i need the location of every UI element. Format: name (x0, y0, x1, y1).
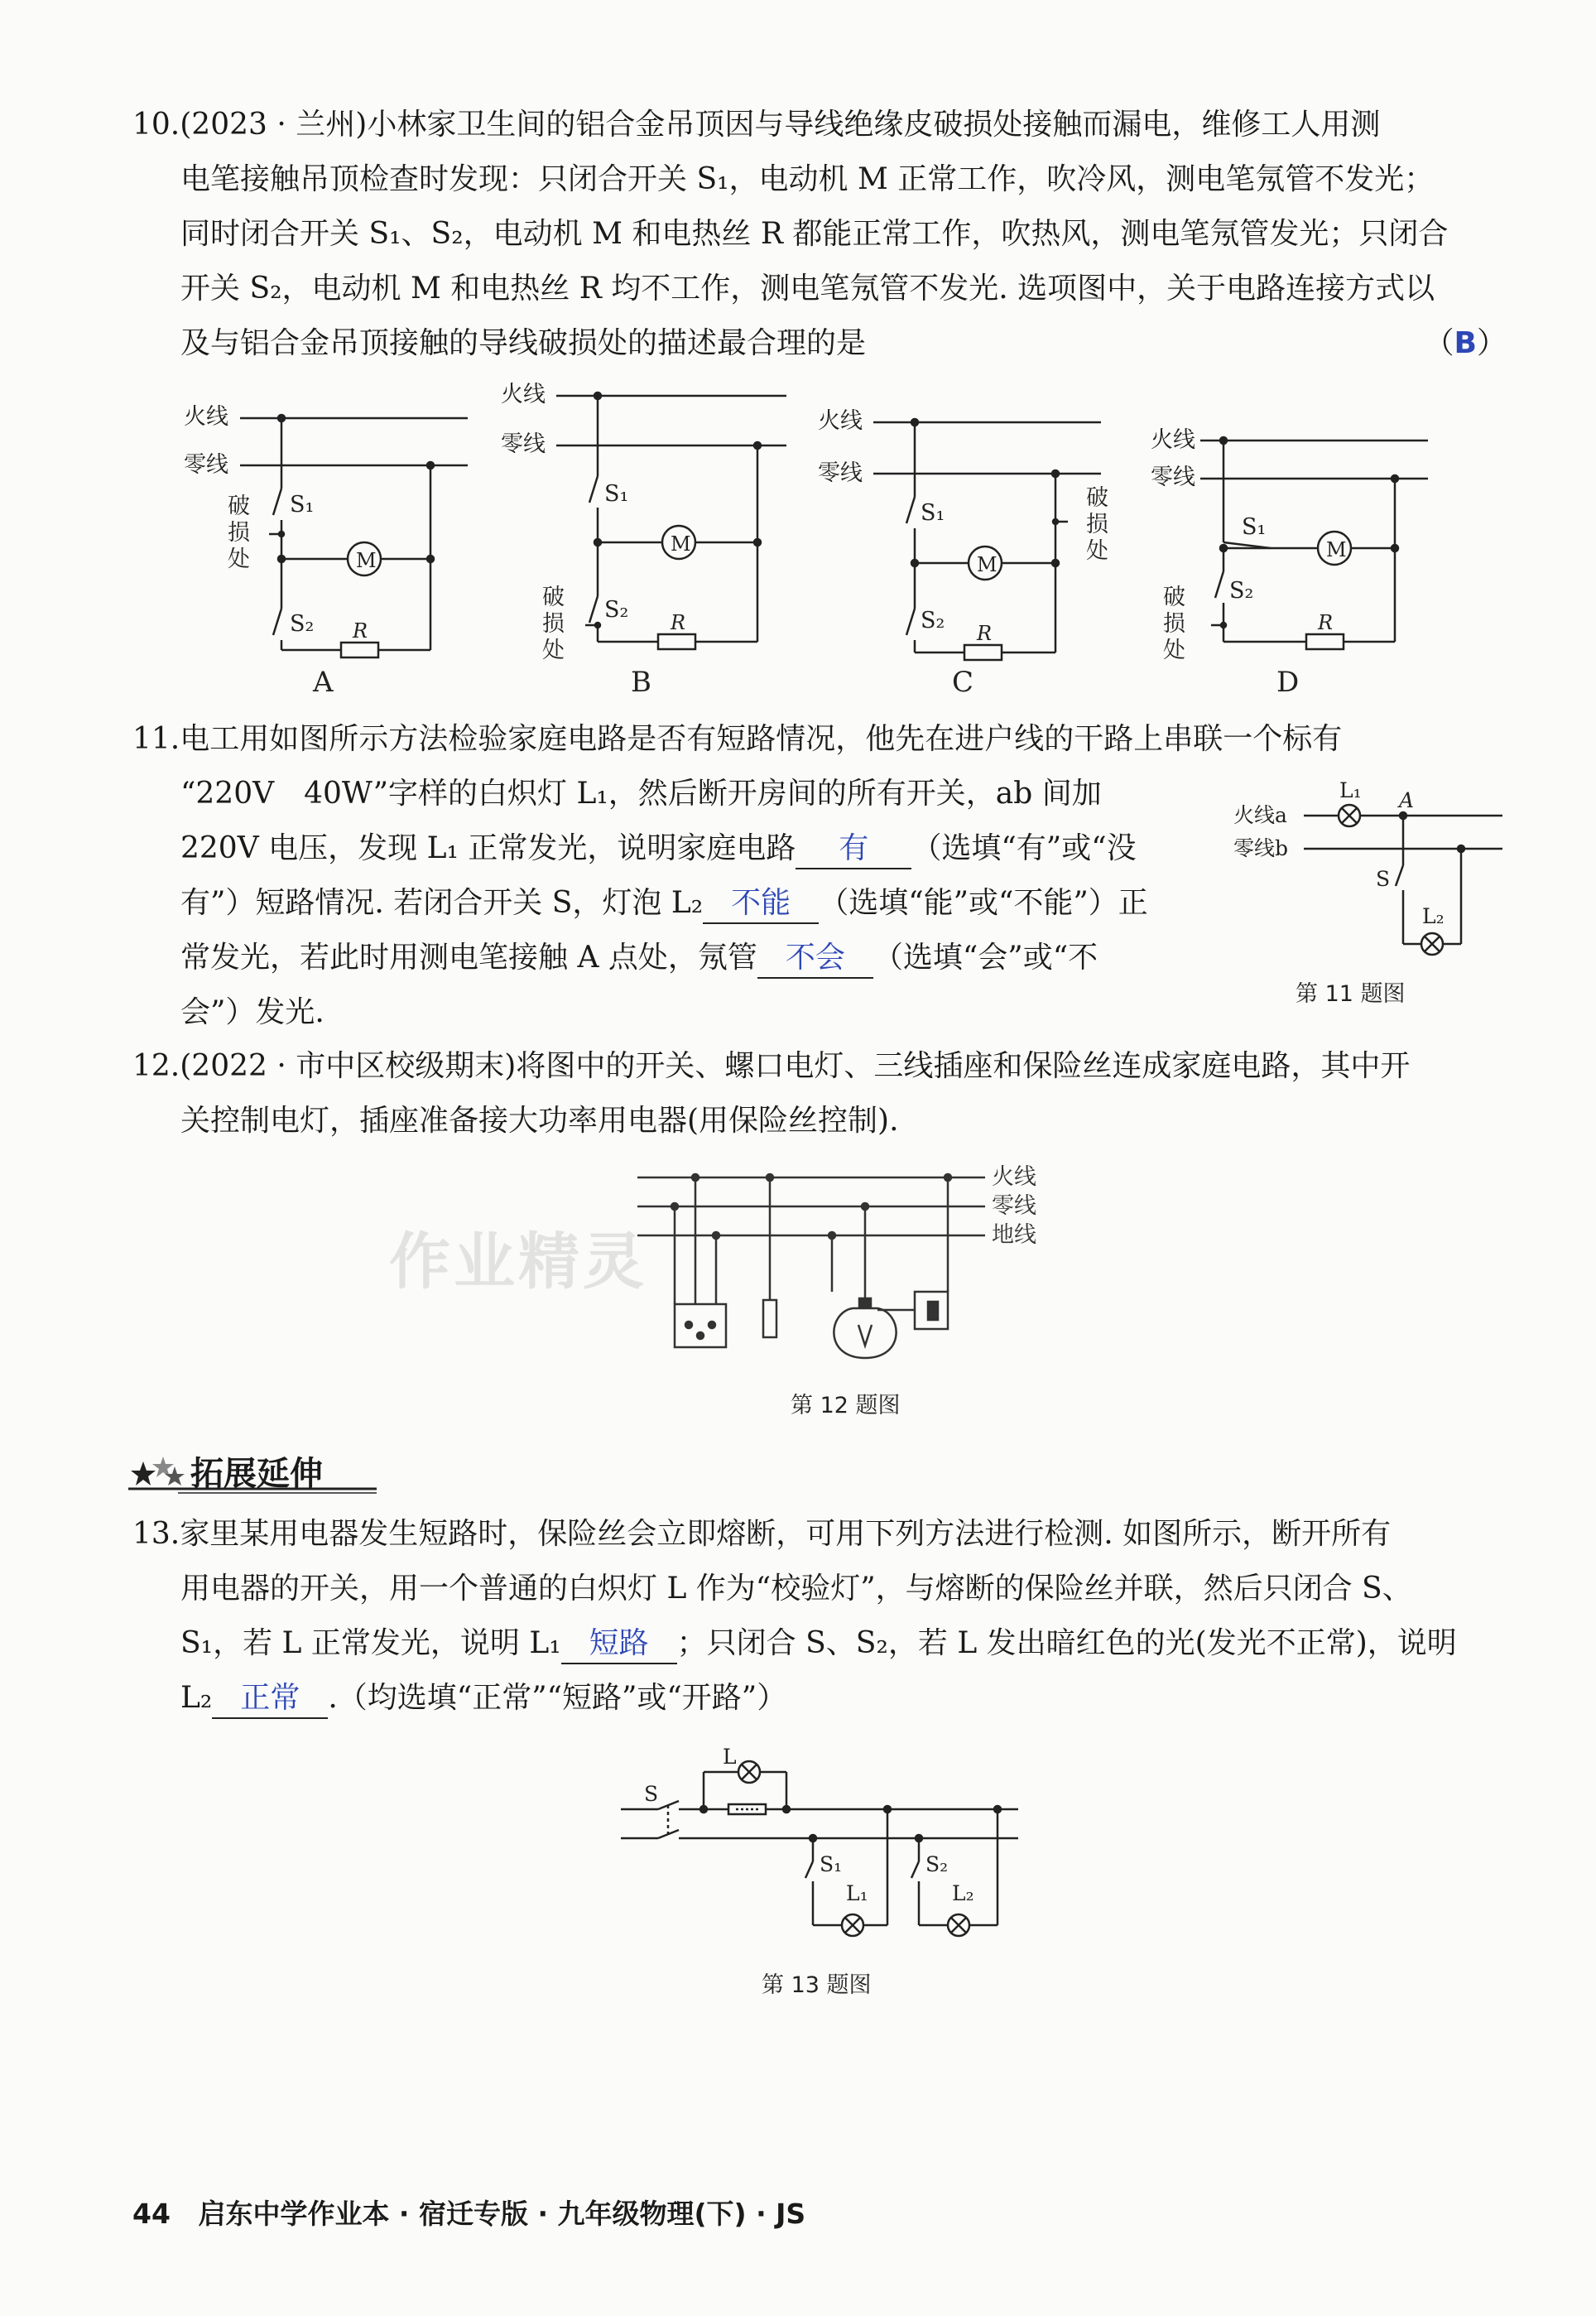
q10-d-broken-3: 处 (1163, 638, 1185, 663)
q12-text-line1: 将图中的开关、螺口电灯、三线插座和保险丝连成家庭电路，其中开 (516, 1049, 1411, 1083)
q11-number: 11. (132, 722, 180, 756)
q11-l1-label: L₁ (1339, 778, 1362, 802)
q10-c-neutral-label: 零线 (818, 460, 863, 486)
q11-neutral-label: 零线b (1233, 836, 1289, 860)
q10-source: (2023 · 兰州) (180, 108, 368, 142)
q10-d-neutral-label: 零线 (1151, 465, 1195, 490)
q12-text-line2: 关控制电灯，插座准备接大功率用电器(用保险丝控制). (180, 1104, 899, 1138)
q10-option-b-label: B (631, 666, 651, 699)
q11-live-label: 火线a (1233, 803, 1287, 827)
q11-text-line1: 电工用如图所示方法检验家庭电路是否有短路情况，他先在进户线的干路上串联一个标有 (180, 722, 1343, 756)
q10-option-d-label: D (1276, 666, 1300, 699)
q13-line3-tail: ；只闭合 S、S₂，若 L 发出暗红色的光(发光不正常)，说明 (676, 1626, 1457, 1660)
q11-line4-text: 有”）短路情况. 若闭合开关 S，灯泡 L₂ (180, 886, 704, 920)
q10-b-broken-1: 破 (542, 585, 565, 610)
q11-answer-3: 不会 (757, 939, 873, 979)
watermark-logo: 作业精灵 (389, 1226, 647, 1298)
q10-a-broken-1: 破 (228, 494, 250, 519)
q10-d-broken-1: 破 (1163, 585, 1185, 610)
book-title: 启东中学作业本 · 宿迁专版 · 九年级物理(下) · JS (198, 2198, 806, 2230)
q11-text-line3 (132, 821, 1242, 876)
q10-c-resistor-label: R (977, 622, 993, 645)
q11-line5-text: 常发光，若此时用测电笔接触 A 点处，氖管 (180, 941, 757, 975)
q10-a-s2-label: S₂ (290, 611, 315, 637)
q13-line4-tail: .（均选填“正常”“短路”或“开路”） (328, 1681, 787, 1715)
q10-a-s1-label: S₁ (290, 492, 315, 518)
q11-answer-1: 有 (796, 830, 911, 869)
q10-c-s1-label: S₁ (921, 500, 945, 526)
q10-text-line1: 小林家卫生间的铝合金吊顶因与导线绝缘皮破损处接触而漏电，维修工人用测 (367, 108, 1381, 142)
q13-l2-label: L₂ (952, 1881, 974, 1905)
q10-answer: B (1454, 326, 1477, 360)
q11-point-a-label: A (1399, 788, 1415, 812)
q11-text-line6: 会”）发光. (180, 995, 324, 1029)
q13-text-line2: 用电器的开关，用一个普通的白炽灯 L 作为“校验灯”，与熔断的保险丝并联，然后只闭合 S、 (180, 1572, 1412, 1606)
q13-l1-label: L₁ (846, 1881, 868, 1905)
q13-switch-s-label: S (644, 1782, 659, 1806)
q10-d-broken-2: 损 (1163, 611, 1185, 637)
page-number: 44 (132, 2198, 171, 2230)
q10-answer-bracket (1425, 316, 1507, 371)
q11-switch-label: S (1376, 867, 1391, 891)
q12-source: (2022 · 市中区校级期末) (180, 1049, 517, 1083)
q10-b-broken-3: 处 (542, 638, 565, 663)
q13-s1-label: S₁ (820, 1852, 843, 1876)
q10-option-a-label: A (313, 666, 334, 699)
q11-caption: 第 11 题图 (1296, 981, 1406, 1007)
q12-ground-label: 地线 (992, 1222, 1036, 1248)
q10-b-resistor-label: R (671, 611, 686, 634)
q10-d-motor-label: M (1326, 538, 1347, 561)
q12-neutral-label: 零线 (992, 1193, 1036, 1219)
q13-answer-1: 短路 (561, 1625, 677, 1664)
q10-b-s2-label: S₂ (604, 597, 629, 623)
question-10 (132, 98, 1507, 371)
q13-line4-text: L₂ (180, 1681, 213, 1715)
q10-c-motor-label: M (977, 553, 997, 576)
q10-d-live-label: 火线 (1151, 427, 1195, 453)
q13-line3-text: S₁，若 L 正常发光，说明 L₁ (180, 1626, 561, 1660)
q11-line3-tail: （选填“有”或“没 (911, 831, 1137, 865)
q13-caption: 第 13 题图 (762, 1972, 872, 1998)
q11-line5-tail: （选填“会”或“不 (873, 941, 1098, 975)
question-13 (132, 1507, 1507, 1726)
q10-line5-text: 及与铝合金吊顶接触的导线破损处的描述最合理的是 (180, 326, 867, 360)
q10-b-broken-2: 损 (542, 611, 565, 637)
q10-b-s1-label: S₁ (604, 481, 629, 507)
q10-c-s2-label: S₂ (921, 608, 945, 633)
q10-a-neutral-label: 零线 (184, 452, 228, 478)
q10-a-live-label: 火线 (184, 404, 228, 430)
q10-b-live-label: 火线 (501, 382, 546, 407)
q10-diagram-d (1200, 437, 1428, 649)
q10-d-s2-label: S₂ (1229, 578, 1254, 604)
q10-text-line2: 电笔接触吊顶检查时发现：只闭合开关 S₁，电动机 M 正常工作，吹冷风，测电笔氖管不发光； (180, 162, 1435, 196)
q10-diagram-d-labels (1151, 427, 1347, 699)
q13-lamp-l-label: L (723, 1745, 737, 1769)
q13-number: 13. (132, 1517, 180, 1551)
q10-b-neutral-label: 零线 (501, 431, 546, 457)
q13-text-line1: 家里某用电器发生短路时，保险丝会立即熔断，可用下列方法进行检测. 如图所示，断开所有 (180, 1517, 1392, 1551)
q11-line4-tail: （选填“能”或“不能”）正 (819, 886, 1148, 920)
q13-answer-2: 正常 (212, 1679, 328, 1719)
q10-text-line4: 开关 S₂，电动机 M 和电热丝 R 均不工作，测电笔氖管不发光. 选项图中，关于电路连接方式以 (180, 272, 1435, 306)
q10-b-motor-label: M (671, 532, 691, 556)
q10-diagram-c-labels (818, 408, 1108, 699)
q10-a-resistor-label: R (353, 619, 368, 643)
q12-number: 12. (132, 1049, 180, 1083)
q10-c-broken-2: 损 (1086, 512, 1108, 537)
q10-bracket-close: ） (1476, 326, 1507, 360)
q11-text-line5 (132, 931, 1242, 985)
q11-answer-2: 不能 (703, 884, 819, 924)
q13-circuit-diagram (613, 1731, 1026, 1946)
q10-option-diagrams (0, 364, 1596, 712)
q13-text-line4 (132, 1671, 1507, 1726)
q11-text-line2: “220V 40W”字样的白炽灯 L₁，然后断开房间的所有开关，ab 间加 (180, 777, 1102, 811)
q10-a-broken-3: 处 (228, 546, 250, 572)
section-underline (128, 1486, 385, 1495)
q10-c-live-label: 火线 (818, 408, 863, 434)
q12-wiring-diagram (629, 1159, 1060, 1366)
q10-bracket-open: （ (1424, 326, 1454, 360)
q10-text-line5 (132, 316, 1507, 371)
q10-a-motor-label: M (356, 549, 377, 572)
question-12 (132, 1039, 1507, 1148)
q10-a-broken-2: 损 (228, 520, 250, 546)
q10-c-broken-1: 破 (1086, 485, 1108, 511)
q10-number: 10. (132, 108, 180, 142)
q11-l2-label: L₂ (1422, 904, 1445, 928)
section-title: 拓展延伸 (190, 1455, 323, 1493)
q10-option-c-label: C (952, 666, 974, 699)
q11-line3-text: 220V 电压，发现 L₁ 正常发光，说明家庭电路 (180, 831, 796, 865)
q12-live-label: 火线 (992, 1164, 1036, 1190)
q10-d-resistor-label: R (1318, 611, 1334, 634)
page-footer (132, 2193, 805, 2232)
q10-c-broken-3: 处 (1086, 538, 1108, 564)
q13-text-line3 (132, 1616, 1507, 1671)
q11-circuit-diagram (1233, 774, 1515, 965)
q10-d-s1-label: S₁ (1242, 514, 1267, 540)
q10-text-line3: 同时闭合开关 S₁、S₂，电动机 M 和电热丝 R 都能正常工作，吹热风，测电笔氖管发光；只闭合 (180, 217, 1449, 251)
q12-caption: 第 12 题图 (791, 1393, 901, 1418)
q13-s2-label: S₂ (925, 1852, 949, 1876)
q11-text-line4 (132, 876, 1242, 931)
